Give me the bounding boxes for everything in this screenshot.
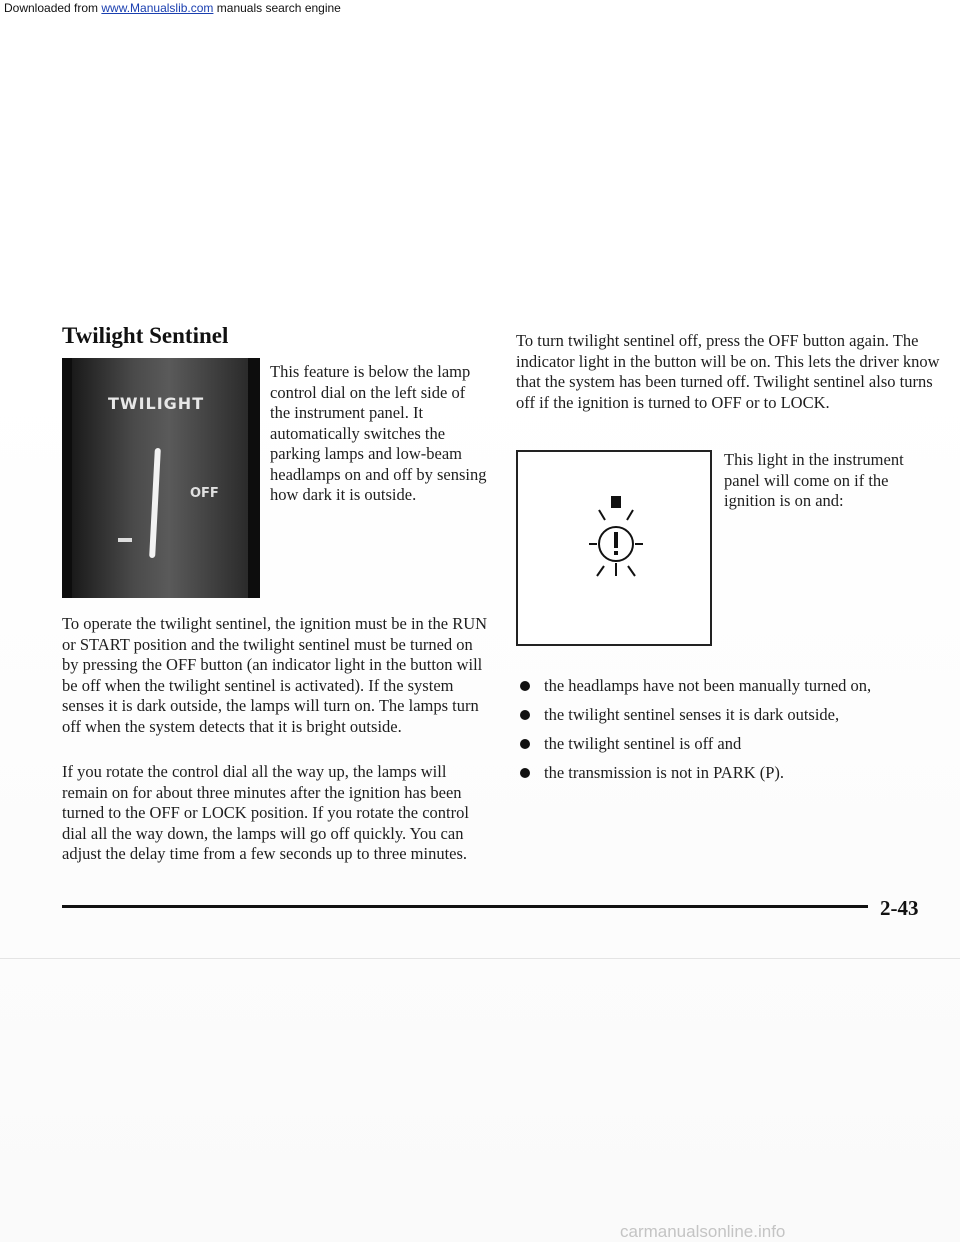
site-watermark: carmanualsonline.info [620, 1222, 786, 1241]
condition-text: the headlamps have not been manually turned on, [544, 676, 872, 695]
section-title: Twilight Sentinel [62, 323, 229, 348]
indicator-description: This light in the instrument panel will come on if the ignition is on and: [724, 450, 904, 510]
download-header [0, 0, 960, 16]
indicator-illustration [516, 450, 712, 646]
header-prefix: Downloaded from [4, 1, 102, 15]
twilight-sentinel-warning-icon [586, 496, 646, 596]
manualslib-link[interactable]: www.Manualslib.com [101, 1, 214, 15]
page-number: 2-43 [880, 896, 919, 920]
bullet-icon [520, 768, 530, 778]
list-item [520, 676, 940, 705]
operate-paragraph: To operate the twilight sentinel, the ignition must be in the RUN or START position and the twilight sentinel must be turned on by pressing the OFF button (an indicator light in the button will be off when the twilight sentinel is activated). If the system senses it is dark outside, the lamps will turn on. The lamps turn off when the system detects that it is bright outside. [62, 614, 488, 736]
bullet-icon [520, 710, 530, 720]
intro-paragraph: This feature is below the lamp control dial on the left side of the instrument panel. It automatically switches the parking lamps and low-beam headlamps on and off by sensing how dark it is outside. [270, 362, 487, 504]
turn-off-paragraph: To turn twilight sentinel off, press the OFF button again. The indicator light in the button will be on. This lets the driver know that the system has been turned off. Twilight sentinel also turns off if the ignition is turned to OFF or to LOCK. [516, 331, 940, 412]
list-item [520, 705, 940, 734]
header-suffix: manuals search engine [213, 1, 341, 15]
bullet-icon [520, 739, 530, 749]
condition-text: the twilight sentinel is off and [544, 734, 742, 753]
bullet-icon [520, 681, 530, 691]
condition-list [520, 676, 940, 792]
photo-label-twilight: TWILIGHT [108, 394, 205, 413]
rotate-paragraph: If you rotate the control dial all the way up, the lamps will remain on for about three minutes after the ignition has been turned to the OFF or LOCK position. If you rotate the control dial all the way down, the lamps will go off quickly. You can adjust the delay time from a few seconds up to three minutes. [62, 762, 469, 863]
footer-rule [62, 905, 868, 908]
scan-line [0, 958, 960, 959]
dial-notch [118, 538, 132, 542]
photo-label-off: OFF [190, 486, 219, 501]
twilight-control-photo [62, 358, 260, 598]
condition-text: the transmission is not in PARK (P). [544, 763, 785, 782]
list-item [520, 763, 940, 792]
list-item [520, 734, 940, 763]
condition-text: the twilight sentinel senses it is dark outside, [544, 705, 840, 724]
